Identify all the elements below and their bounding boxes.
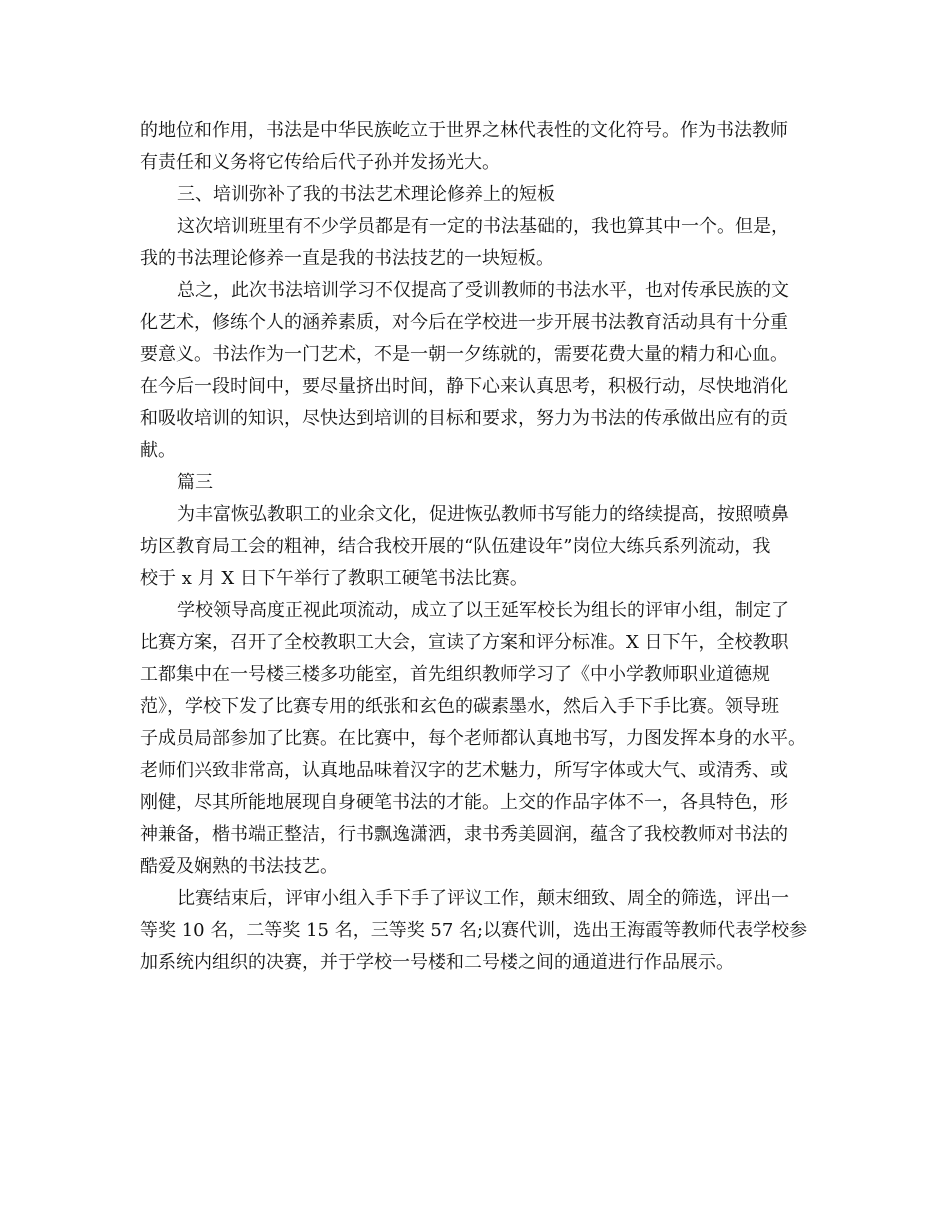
text-line: 和吸收培训的知识，尽快达到培训的目标和要求，努力为书法的传承做出应有的贡 — [140, 408, 788, 429]
section-heading: 篇三 — [177, 472, 213, 493]
text-line: 为丰富恢弘教职工的业余文化，促进恢弘教师书写能力的络续提高，按照喷鼻 — [177, 504, 789, 525]
text-line: 老师们兴致非常高，认真地品味着汉字的艺术魅力，所写字体或大气、或清秀、或 — [140, 760, 788, 781]
text-line: 的地位和作用，书法是中华民族屹立于世界之林代表性的文化符号。作为书法教师 — [140, 120, 788, 141]
text-line: 学校领导高度正视此项流动，成立了以王延军校长为组长的评审小组，制定了 — [177, 600, 789, 621]
text-line: 坊区教育局工会的粗神，结合我校开展的“队伍建设年”岗位大练兵系列流动，我 — [140, 536, 771, 557]
text-line: 比赛方案，召开了全校教职工大会，宣读了方案和评分标准。X 日下午，全校教职 — [140, 632, 789, 653]
text-line: 比赛结束后，评审小组入手下手了评议工作，颠末细致、周全的筛选，评出一 — [177, 888, 789, 909]
text-line: 工都集中在一号楼三楼多功能室，首先组织教师学习了《中小学教师职业道德规 — [140, 664, 770, 685]
text-line: 神兼备，楷书端正整洁，行书飘逸潇洒，隶书秀美圆润，蕴含了我校教师对书法的 — [140, 824, 788, 845]
text-line: 等奖 10 名，二等奖 15 名，三等奖 57 名;以赛代训，选出王海霞等教师代表学校参 — [140, 920, 808, 941]
text-line: 范》，学校下发了比赛专用的纸张和玄色的碳素墨水，然后入手下手比赛。领导班 — [140, 696, 779, 717]
text-line: 这次培训班里有不少学员都是有一定的书法基础的，我也算其中一个。但是， — [177, 216, 789, 237]
document-body — [140, 115, 820, 979]
text-line: 子成员局部参加了比赛。在比赛中，每个老师都认真地书写，力图发挥本身的水平。 — [140, 728, 806, 749]
text-line: 刚健，尽其所能地展现自身硬笔书法的才能。上交的作品字体不一，各具特色，形 — [140, 792, 788, 813]
text-line: 加系统内组织的决赛，并于学校一号楼和二号楼之间的通道进行作品展示。 — [140, 952, 734, 973]
text-line: 有责任和义务将它传给后代子孙并发扬光大。 — [140, 152, 500, 173]
text-line: 在今后一段时间中，要尽量挤出时间，静下心来认真思考，积极行动，尽快地消化 — [140, 376, 788, 397]
text-line: 我的书法理论修养一直是我的书法技艺的一块短板。 — [140, 248, 554, 269]
text-line: 校于 x 月 X 日下午举行了教职工硬笔书法比赛。 — [140, 568, 528, 589]
text-line: 献。 — [140, 440, 176, 461]
text-line: 总之，此次书法培训学习不仅提高了受训教师的书法水平，也对传承民族的文 — [177, 280, 789, 301]
text-line: 酷爱及娴熟的书法技艺。 — [140, 856, 338, 877]
text-line: 要意义。书法作为一门艺术，不是一朝一夕练就的，需要花费大量的精力和心血。 — [140, 344, 788, 365]
section-heading: 三、培训弥补了我的书法艺术理论修养上的短板 — [177, 184, 555, 205]
text-line: 化艺术，修练个人的涵养素质，对今后在学校进一步开展书法教育活动具有十分重 — [140, 312, 788, 333]
